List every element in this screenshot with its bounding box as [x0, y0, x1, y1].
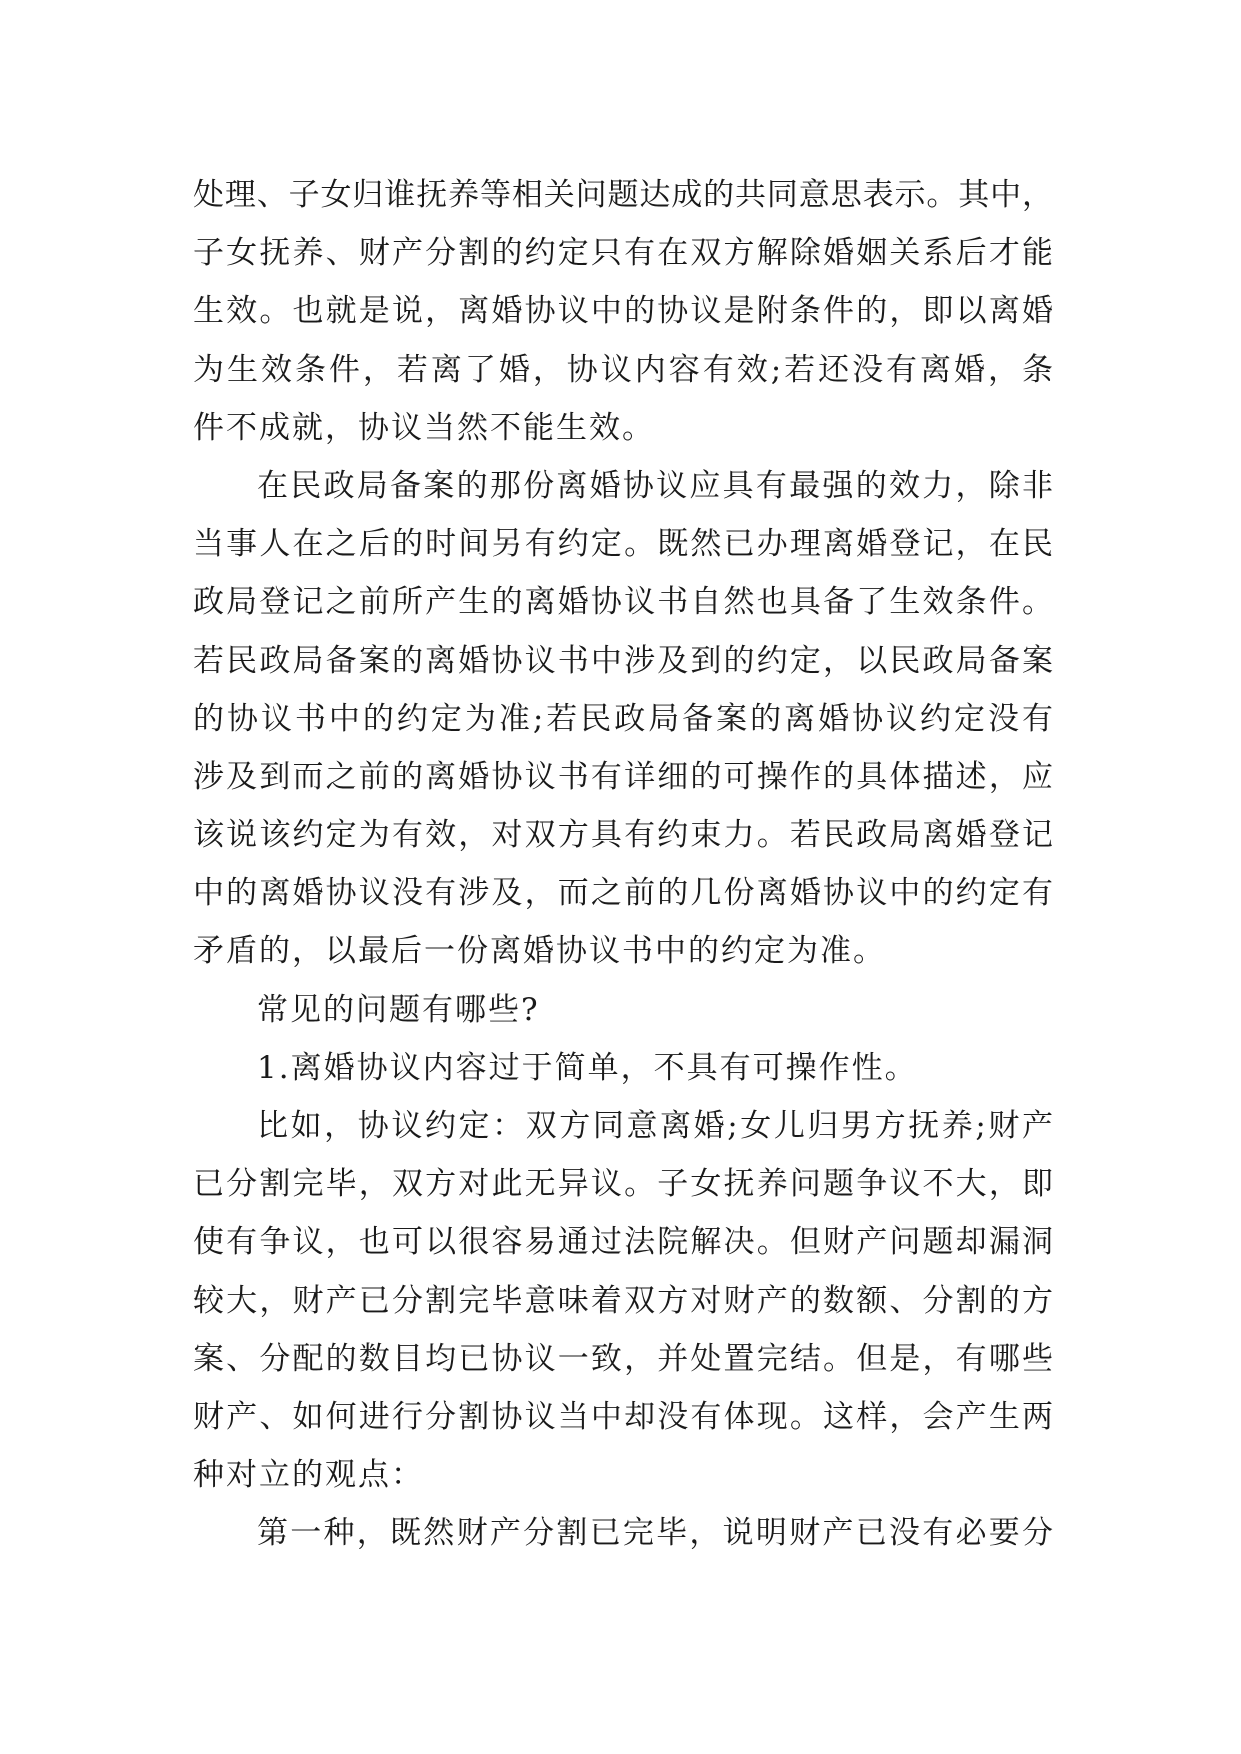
text-line: 财产、如何进行分割协议当中却没有体现。这样，会产生两: [193, 1398, 1053, 1435]
paragraph-first-line: 在民政局备案的那份离婚协议应具有最强的效力，除非: [257, 467, 1053, 504]
paragraph-first-line: 比如，协议约定：双方同意离婚;女儿归男方抚养;财产: [257, 1108, 1053, 1144]
body-text: [193, 166, 1053, 1563]
text-line: 处理、子女归谁抚养等相关问题达成的共同意思表示。其中，: [193, 177, 1053, 213]
text-line: 政局登记之前所产生的离婚协议书自然也具备了生效条件。: [193, 584, 1053, 621]
section-question: 常见的问题有哪些?: [257, 991, 540, 1028]
text-line: 中的离婚协议没有涉及，而之前的几份离婚协议中的约定有: [193, 875, 1053, 912]
text-line: 该说该约定为有效，对双方具有约束力。若民政局离婚登记: [193, 817, 1053, 854]
text-line: 较大，财产已分割完毕意味着双方对财产的数额、分割的方: [193, 1282, 1053, 1319]
text-line: 种对立的观点：: [193, 1457, 424, 1494]
text-line: 若民政局备案的离婚协议书中涉及到的约定，以民政局备案: [193, 642, 1053, 679]
list-item-heading: 1.离婚协议内容过于简单，不具有可操作性。: [257, 1049, 918, 1086]
text-line: 为生效条件，若离了婚，协议内容有效;若还没有离婚，条: [193, 351, 1053, 388]
text-line: 子女抚养、财产分割的约定只有在双方解除婚姻关系后才能: [193, 235, 1053, 272]
text-line: 矛盾的，以最后一份离婚协议书中的约定为准。: [193, 933, 886, 970]
text-line: 使有争议，也可以很容易通过法院解决。但财产问题却漏洞: [193, 1224, 1053, 1261]
paragraph-first-line: 第一种，既然财产分割已完毕，说明财产已没有必要分: [257, 1515, 1053, 1552]
text-line: 的协议书中的约定为准;若民政局备案的离婚协议约定没有: [193, 700, 1053, 737]
text-line: 案、分配的数目均已协议一致，并处置完结。但是，有哪些: [193, 1340, 1053, 1377]
text-line: 件不成就，协议当然不能生效。: [193, 409, 655, 446]
text-line: 生效。也就是说，离婚协议中的协议是附条件的，即以离婚: [193, 293, 1053, 330]
text-line: 当事人在之后的时间另有约定。既然已办理离婚登记，在民: [193, 526, 1053, 563]
text-line: 涉及到而之前的离婚协议书有详细的可操作的具体描述，应: [193, 758, 1053, 795]
text-line: 已分割完毕，双方对此无异议。子女抚养问题争议不大，即: [193, 1166, 1053, 1203]
